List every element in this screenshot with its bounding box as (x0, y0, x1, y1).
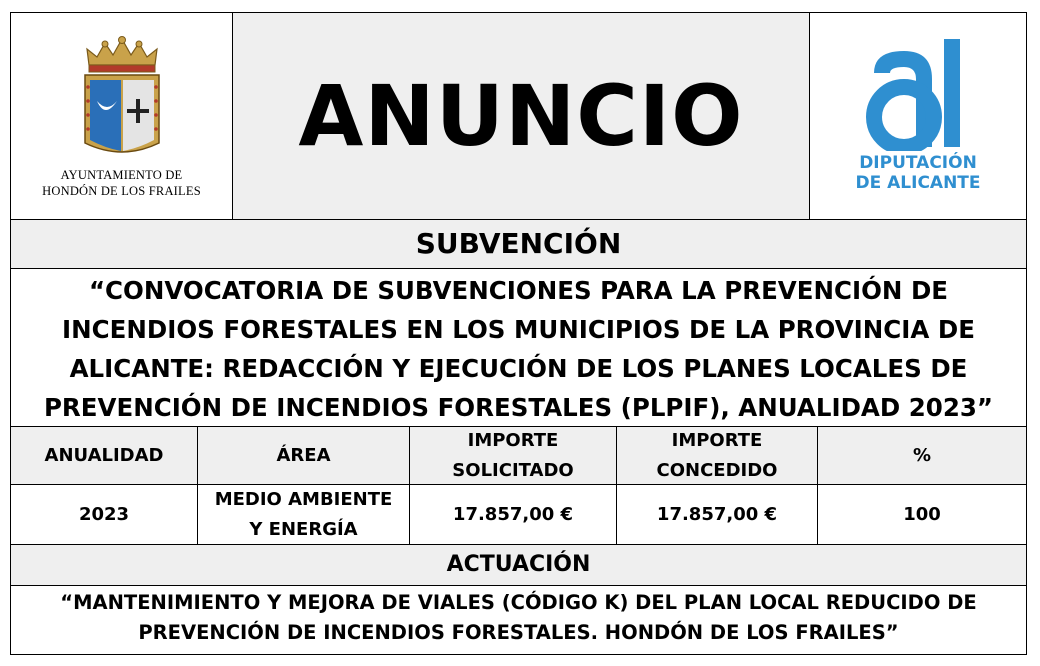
actuacion-text (11, 586, 1026, 654)
municipality-name (42, 167, 201, 199)
diputacion-line1: DIPUTACIÓN (859, 153, 977, 173)
diputacion-name (855, 153, 980, 193)
subvencion-heading: SUBVENCIÓN (11, 220, 1026, 269)
header-importe-solicitado (410, 427, 617, 485)
header-porcentaje: % (818, 427, 1026, 485)
municipality-line1: AYUNTAMIENTO DE (60, 168, 183, 182)
cell-area-line1: MEDIO AMBIENTE (214, 488, 393, 510)
header-importe-solicitado-line1: IMPORTE (467, 429, 559, 451)
diputacion-line2: DE ALICANTE (855, 173, 981, 193)
municipality-line2: HONDÓN DE LOS FRAILES (42, 184, 201, 198)
cell-importe-solicitado: 17.857,00 € (410, 485, 617, 545)
cell-anualidad: 2023 (11, 485, 198, 545)
convocatoria-text: “CONVOCATORIA DE SUBVENCIONES PARA LA PREVENCIÓN DE INCENDIOS FORESTALES EN LOS MUNICIPIOS DE LA PROVINCIA DE ALICANTE: REDACCIÓN Y EJECUCIÓN DE LOS PLANES LOCALES DE PREVENCIÓN DE INCENDIOS FORESTALES (PLPIF), ANUALIDAD 2023” (11, 269, 1026, 427)
header-area: ÁREA (198, 427, 410, 485)
cell-importe-concedido: 17.857,00 € (617, 485, 818, 545)
diputacion-cell (810, 13, 1026, 219)
cell-area-line2: Y ENERGÍA (249, 518, 358, 540)
actuacion-line2: PREVENCIÓN DE INCENDIOS FORESTALES. HONDÓN DE LOS FRAILES” (138, 621, 899, 644)
header-anualidad: ANUALIDAD (11, 427, 198, 485)
coat-of-arms-icon (77, 35, 167, 163)
header-importe-solicitado-line2: SOLICITADO (452, 459, 574, 481)
header-row (11, 13, 1026, 220)
actuacion-line1: “MANTENIMIENTO Y MEJORA DE VIALES (CÓDIGO K) DEL PLAN LOCAL REDUCIDO DE (60, 591, 977, 614)
header-importe-concedido-line1: IMPORTE (671, 429, 763, 451)
announcement-document (10, 12, 1027, 655)
diputacion-logo-icon (864, 39, 972, 151)
actuacion-heading: ACTUACIÓN (11, 545, 1026, 586)
cell-porcentaje: 100 (818, 485, 1026, 545)
page-title: ANUNCIO (298, 67, 744, 165)
title-cell (233, 13, 810, 219)
cell-area (198, 485, 410, 545)
municipality-cell (11, 13, 233, 219)
header-importe-concedido-line2: CONCEDIDO (656, 459, 778, 481)
header-importe-concedido (617, 427, 818, 485)
subsidy-table (11, 427, 1026, 545)
